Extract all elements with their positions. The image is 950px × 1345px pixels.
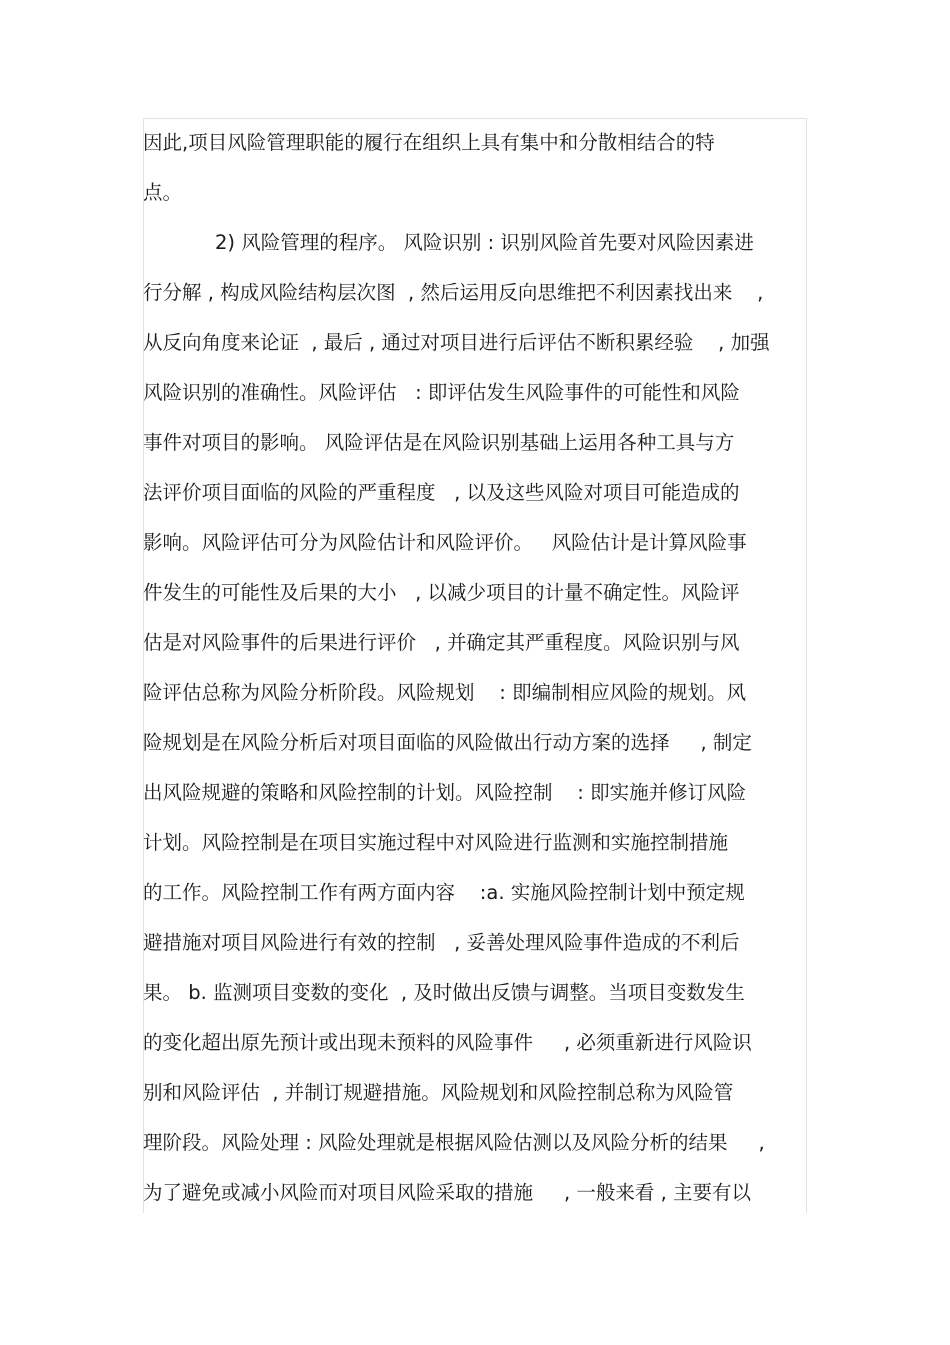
text-line: 从反向角度来论证 , 最后 , 通过对项目进行后评估不断积累经验 , 加强: [143, 331, 770, 354]
text-line: 件发生的可能性及后果的大小 , 以减少项目的计量不确定性。风险评: [143, 581, 740, 604]
text-line: 避措施对项目风险进行有效的控制 , 妥善处理风险事件造成的不利后: [143, 931, 740, 954]
text-line: 为了避免或减小风险而对项目风险采取的措施 , 一般来看 , 主要有以: [143, 1181, 751, 1204]
text-line: 理阶段。风险处理 : 风险处理就是根据风险估测以及风险分析的结果 ,: [143, 1131, 765, 1154]
text-line: 果。 b. 监测项目变数的变化 , 及时做出反馈与调整。当项目变数发生: [143, 981, 745, 1004]
text-line: 事件对项目的影响。 风险评估是在风险识别基础上运用各种工具与方: [143, 431, 735, 454]
text-line: 的变化超出原先预计或出现未预料的风险事件 , 必须重新进行风险识: [143, 1031, 752, 1054]
text-line: 险评估总称为风险分析阶段。风险规划 : 即编制相应风险的规划。风: [143, 681, 747, 704]
text-line: 因此,项目风险管理职能的履行在组织上具有集中和分散相结合的特: [143, 131, 715, 154]
text-line: 的工作。风险控制工作有两方面内容 :a. 实施风险控制计划中预定规: [143, 881, 745, 904]
text-line: 出风险规避的策略和风险控制的计划。风险控制 : 即实施并修订风险: [143, 781, 747, 804]
text-line: 计划。风险控制是在项目实施过程中对风险进行监测和实施控制措施: [143, 831, 729, 854]
text-line: 别和风险评估 , 并制订规避措施。风险规划和风险控制总称为风险管: [143, 1081, 734, 1104]
text-line: 影响。风险评估可分为风险估计和风险评价。 风险估计是计算风险事: [143, 531, 747, 554]
text-line: 法评价项目面临的风险的严重程度 , 以及这些风险对项目可能造成的: [143, 481, 740, 504]
text-line: 点。: [143, 181, 183, 204]
text-line: 险规划是在风险分析后对项目面临的风险做出行动方案的选择 , 制定: [143, 731, 752, 754]
text-line: 估是对风险事件的后果进行评价 , 并确定其严重程度。风险识别与风: [143, 631, 740, 654]
text-line: 行分解 , 构成风险结构层次图 , 然后运用反向思维把不利因素找出来 ,: [143, 281, 764, 304]
text-line: 2) 风险管理的程序。 风险识别 : 识别风险首先要对风险因素进: [215, 231, 754, 254]
text-line: 风险识别的准确性。风险评估 : 即评估发生风险事件的可能性和风险: [143, 381, 740, 404]
